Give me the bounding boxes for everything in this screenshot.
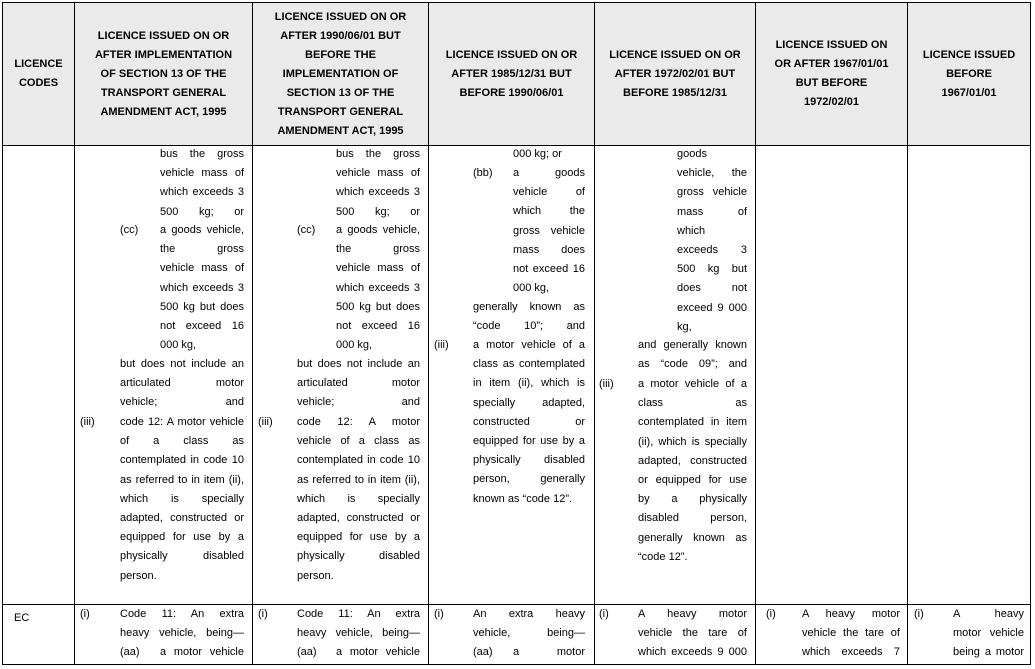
text-line: and generally known [638,339,747,351]
text-line: physically disabled [297,550,420,563]
text-line: vehicle, the [677,167,747,180]
header-line: LICENCE ISSUED ON OR [274,10,407,23]
text-line: gross vehicle [513,224,585,237]
text-line: articulated motor [297,377,420,390]
text-line: which exceeds 7 [802,646,900,659]
header-line: AFTER 1990/06/01 BUT [280,29,401,42]
text-line: person, generally [473,473,585,486]
text-line: adapted, constructed [638,454,747,467]
text-line: “code 10”; and [473,320,585,333]
r1c2-lines-b [336,221,420,355]
r2c5-lines [802,605,900,663]
header-line: 1967/01/01 [941,86,997,99]
r1c4-marker-iii: (iii) [599,378,614,390]
r2c1-sub-marker: (aa) [120,646,140,658]
text-line: which exceeds 3 [336,281,420,294]
r2c3-sub-marker: (aa) [473,646,493,658]
r1c3-lines-a [513,145,562,164]
text-line: bus the gross [336,148,420,160]
header-line: SECTION 13 OF THE [286,86,395,99]
text-line: vehicle; and [120,396,244,409]
r2c3-lines [473,605,585,643]
r2c3-marker: (i) [434,608,444,620]
text-line: vehicle, being— [473,627,585,640]
text-line: motor vehicle [953,627,1024,640]
text-line: 500 kg; or [160,205,244,218]
text-line: which [677,224,706,237]
header-line: BEFORE 1985/12/31 [623,86,727,99]
text-line: adapted, constructed or [297,512,420,525]
text-line: by a physically [638,493,747,506]
header-line: AFTER 1972/02/01 BUT [614,67,736,80]
text-line: contemplated in code 10 [120,454,244,467]
header-col-1 [75,3,252,145]
r1c3-lines-c [473,298,585,336]
text-line: 000 kg, [336,339,373,352]
header-col-6 [908,3,1030,145]
header-line: AFTER 1985/12/31 BUT [451,67,572,80]
text-line: 000 kg, [513,282,550,295]
r2c2-lines [297,605,420,643]
r2c1-lines [120,605,244,643]
text-line: A heavy [953,608,1024,620]
text-line: which exceeds 3 [160,186,244,199]
text-line: which exceeds 3 [160,281,244,294]
text-line: class as contemplated [473,358,585,371]
text-line: 500 kg; or [336,205,420,218]
text-line: the gross [160,243,244,256]
text-line: which the [513,205,585,218]
header-line: LICENCE ISSUED [922,48,1016,61]
r1c1-lines-a [160,145,244,222]
text-line: (ii), which is specially [638,435,747,448]
text-line: adapted, constructed or [120,512,244,525]
header-line: 1972/02/01 [803,96,860,108]
r1c2-lines-d [297,413,420,586]
header-line: LICENCE ISSUED ON [775,39,888,51]
r1c4-lines-a [677,145,747,337]
r1c2-marker-cc: (cc) [297,224,316,236]
r1c4-lines-d [638,375,747,567]
text-line: a motor vehicle of a [473,339,585,351]
text-line: vehicle of [513,186,585,199]
text-line: not exceed 16 [160,320,244,333]
text-line: which is specially [297,492,420,505]
text-line: vehicle mass of [160,167,244,180]
text-line: a goods [513,167,585,179]
text-line: gross vehicle [677,186,747,199]
licence-code-ec: EC [14,612,30,624]
text-line: vehicle mass of [336,167,420,180]
text-line: 500 kg but [677,263,747,276]
grid-line [1030,2,1031,665]
r2c5-marker: (i) [766,608,776,620]
r1c3-lines-d [473,336,585,509]
text-line: articulated motor [120,377,244,390]
header-line: BEFORE [946,67,992,80]
text-line: disabled person, [638,512,747,525]
r1c2-lines-a [336,145,420,222]
text-line: 000 kg; or [513,148,562,160]
text-line: known as “code 12”. [473,492,573,505]
text-line: vehicle of a class as [297,435,420,448]
text-line: mass of [677,205,747,218]
text-line: or equipped for use [638,474,747,487]
text-line: being a motor [953,646,1024,659]
header-col-4 [595,3,755,145]
header-col-5 [756,3,907,145]
text-line: as referred to in item (ii), [297,473,420,486]
text-line: equipped for use by a [120,531,244,544]
r2c6-lines [953,605,1024,663]
text-line: vehicle; and [297,396,420,409]
text-line: of a class as [120,435,244,448]
licence-table-page [2,2,1031,665]
header-col-2 [253,3,428,145]
header-line: OF SECTION 13 OF THE [100,67,227,80]
header-line: BUT BEFORE [795,77,868,89]
r2c1-sub-line: a motor vehicle [160,646,244,658]
text-line: in item (ii), which is [473,377,585,390]
header-line: CODES [18,77,59,89]
r2c3-sub-line: a motor [513,646,585,658]
header-line: AMENDMENT ACT, 1995 [100,105,227,118]
text-line: Code 11: An extra [120,608,244,620]
text-line: physically disabled [473,454,585,467]
text-line: vehicle the tare of [638,627,747,640]
text-line: code 12: A motor [297,416,420,428]
header-col-3 [429,3,594,145]
header-line: LICENCE ISSUED ON OR [445,48,578,61]
text-line: generally known as [638,531,747,544]
r2c4-lines [638,605,747,663]
text-line: class as [638,397,747,410]
r1c1-marker-iii: (iii) [80,416,95,428]
text-line: A heavy motor [638,608,747,620]
header-line: LICENCE ISSUED ON OR [97,29,230,42]
header-line: AMENDMENT ACT, 1995 [277,124,404,137]
text-line: constructed or [473,415,585,428]
text-line: heavy vehicle, being— [120,627,244,640]
r2c1-marker: (i) [80,608,90,620]
text-line: but does not include an [120,358,244,370]
r2c2-sub-marker: (aa) [297,646,317,658]
text-line: vehicle mass of [336,262,420,275]
text-line: as referred to in item (ii), [120,473,244,486]
header-line: OR AFTER 1967/01/01 [774,58,889,70]
r2c6-marker: (i) [914,608,924,620]
text-line: a goods vehicle, [336,224,420,236]
r2c2-sub-line: a motor vehicle [336,646,420,658]
r2c4-marker: (i) [599,608,609,620]
header-line: BEFORE 1990/06/01 [459,86,564,99]
text-line: 500 kg but does [336,300,420,313]
header-line: AFTER IMPLEMENTATION [94,48,233,61]
text-line: equipped for use by a [473,435,585,448]
text-line: which exceeds 9 000 [638,646,747,659]
text-line: does not [677,282,747,295]
header-line: BEFORE THE [305,48,376,61]
text-line: exceeds 3 [677,244,747,257]
text-line: heavy vehicle, being— [297,627,420,640]
text-line: which is specially [120,492,244,505]
text-line: goods [677,148,707,160]
r1c3-lines-b [513,164,585,298]
text-line: specially adapted, [473,396,585,409]
r1c1-lines-b [160,221,244,355]
text-line: generally known as [473,301,585,313]
text-line: which exceeds 3 [336,186,420,199]
r1c4-lines-c [638,336,747,374]
text-line: bus the gross [160,148,244,160]
text-line: exceed 9 000 [677,301,747,314]
text-line: “code 12”. [638,550,688,563]
r1c1-lines-d [120,413,244,586]
text-line: A heavy motor [802,608,900,620]
text-line: 500 kg but does [160,300,244,313]
text-line: person. [120,569,157,582]
r1c2-marker-iii: (iii) [258,416,273,428]
text-line: contemplated in item [638,416,747,429]
text-line: a motor vehicle of a [638,378,747,390]
text-line: An extra heavy [473,608,585,620]
text-line: not exceed 16 [513,263,585,276]
header-line: TRANSPORT GENERAL [277,105,404,118]
r1c2-lines-c [297,355,420,413]
text-line: equipped for use by a [297,531,420,544]
text-line: person. [297,569,334,582]
text-line: vehicle the tare of [802,627,900,640]
text-line: a goods vehicle, [160,224,244,236]
text-line: 000 kg, [160,339,197,352]
text-line: physically disabled [120,550,244,563]
r2c2-marker: (i) [258,608,268,620]
text-line: but does not include an [297,358,420,370]
grid-line [2,664,1031,665]
r1c1-lines-c [120,355,244,413]
header-line: IMPLEMENTATION OF [282,67,399,80]
text-line: vehicle mass of [160,262,244,275]
r1c3-marker-iii: (iii) [434,339,449,351]
text-line: as “code 09”; and [638,358,747,371]
text-line: mass does [513,243,585,256]
header-line: LICENCE ISSUED ON OR [609,48,741,61]
text-line: kg, [677,320,692,333]
text-line: code 12: A motor vehicle [120,416,244,428]
text-line: not exceed 16 [336,320,420,333]
text-line: contemplated in code 10 [297,454,420,467]
text-line: Code 11: An extra [297,608,420,620]
header-line: LICENCE [14,58,63,70]
header-licence-codes [3,3,74,145]
r1c1-marker-cc: (cc) [120,224,139,236]
r1c3-marker-bb: (bb) [473,167,493,179]
text-line: the gross [336,243,420,256]
header-line: TRANSPORT GENERAL [100,86,227,99]
